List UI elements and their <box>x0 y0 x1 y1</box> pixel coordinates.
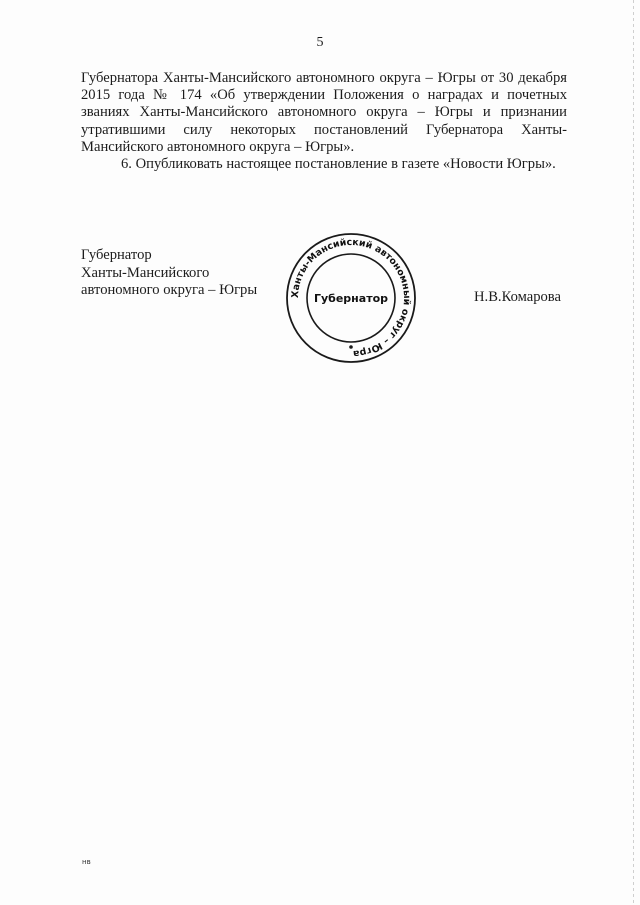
signer-position-line: Ханты-Мансийского <box>81 264 210 281</box>
scan-edge <box>633 0 634 905</box>
executor-mark: нв <box>82 858 91 866</box>
seal-star <box>349 345 353 349</box>
signer-position-line: автономного округа – Югры <box>81 282 258 298</box>
paragraph-continuation: Губернатора Ханты-Мансийского автономного округа – Югры от 30 декабря 2015 года № 174 «Об утверждении Положения о наградах и почетных званиях Ханты-Мансийского автономного округа – Югры и признании утратившими силу некоторых постановлений Губернатора Ханты-Мансийского автономного округа – Югры». <box>81 70 567 155</box>
paragraph-6: 6. Опубликовать настоящее постановление в газете «Новости Югры». <box>121 156 556 173</box>
signer-position-line: Губернатор <box>81 247 152 263</box>
page-number: 5 <box>316 35 324 50</box>
seal-center-text: Губернатор <box>313 292 389 305</box>
document-body <box>81 70 567 173</box>
official-seal <box>284 231 418 365</box>
seal-ring-text: Ханты-Мансийский автономный округ – Югра <box>289 236 413 360</box>
signer-name: Н.В.Комарова <box>474 289 561 305</box>
signer-position <box>81 247 257 300</box>
